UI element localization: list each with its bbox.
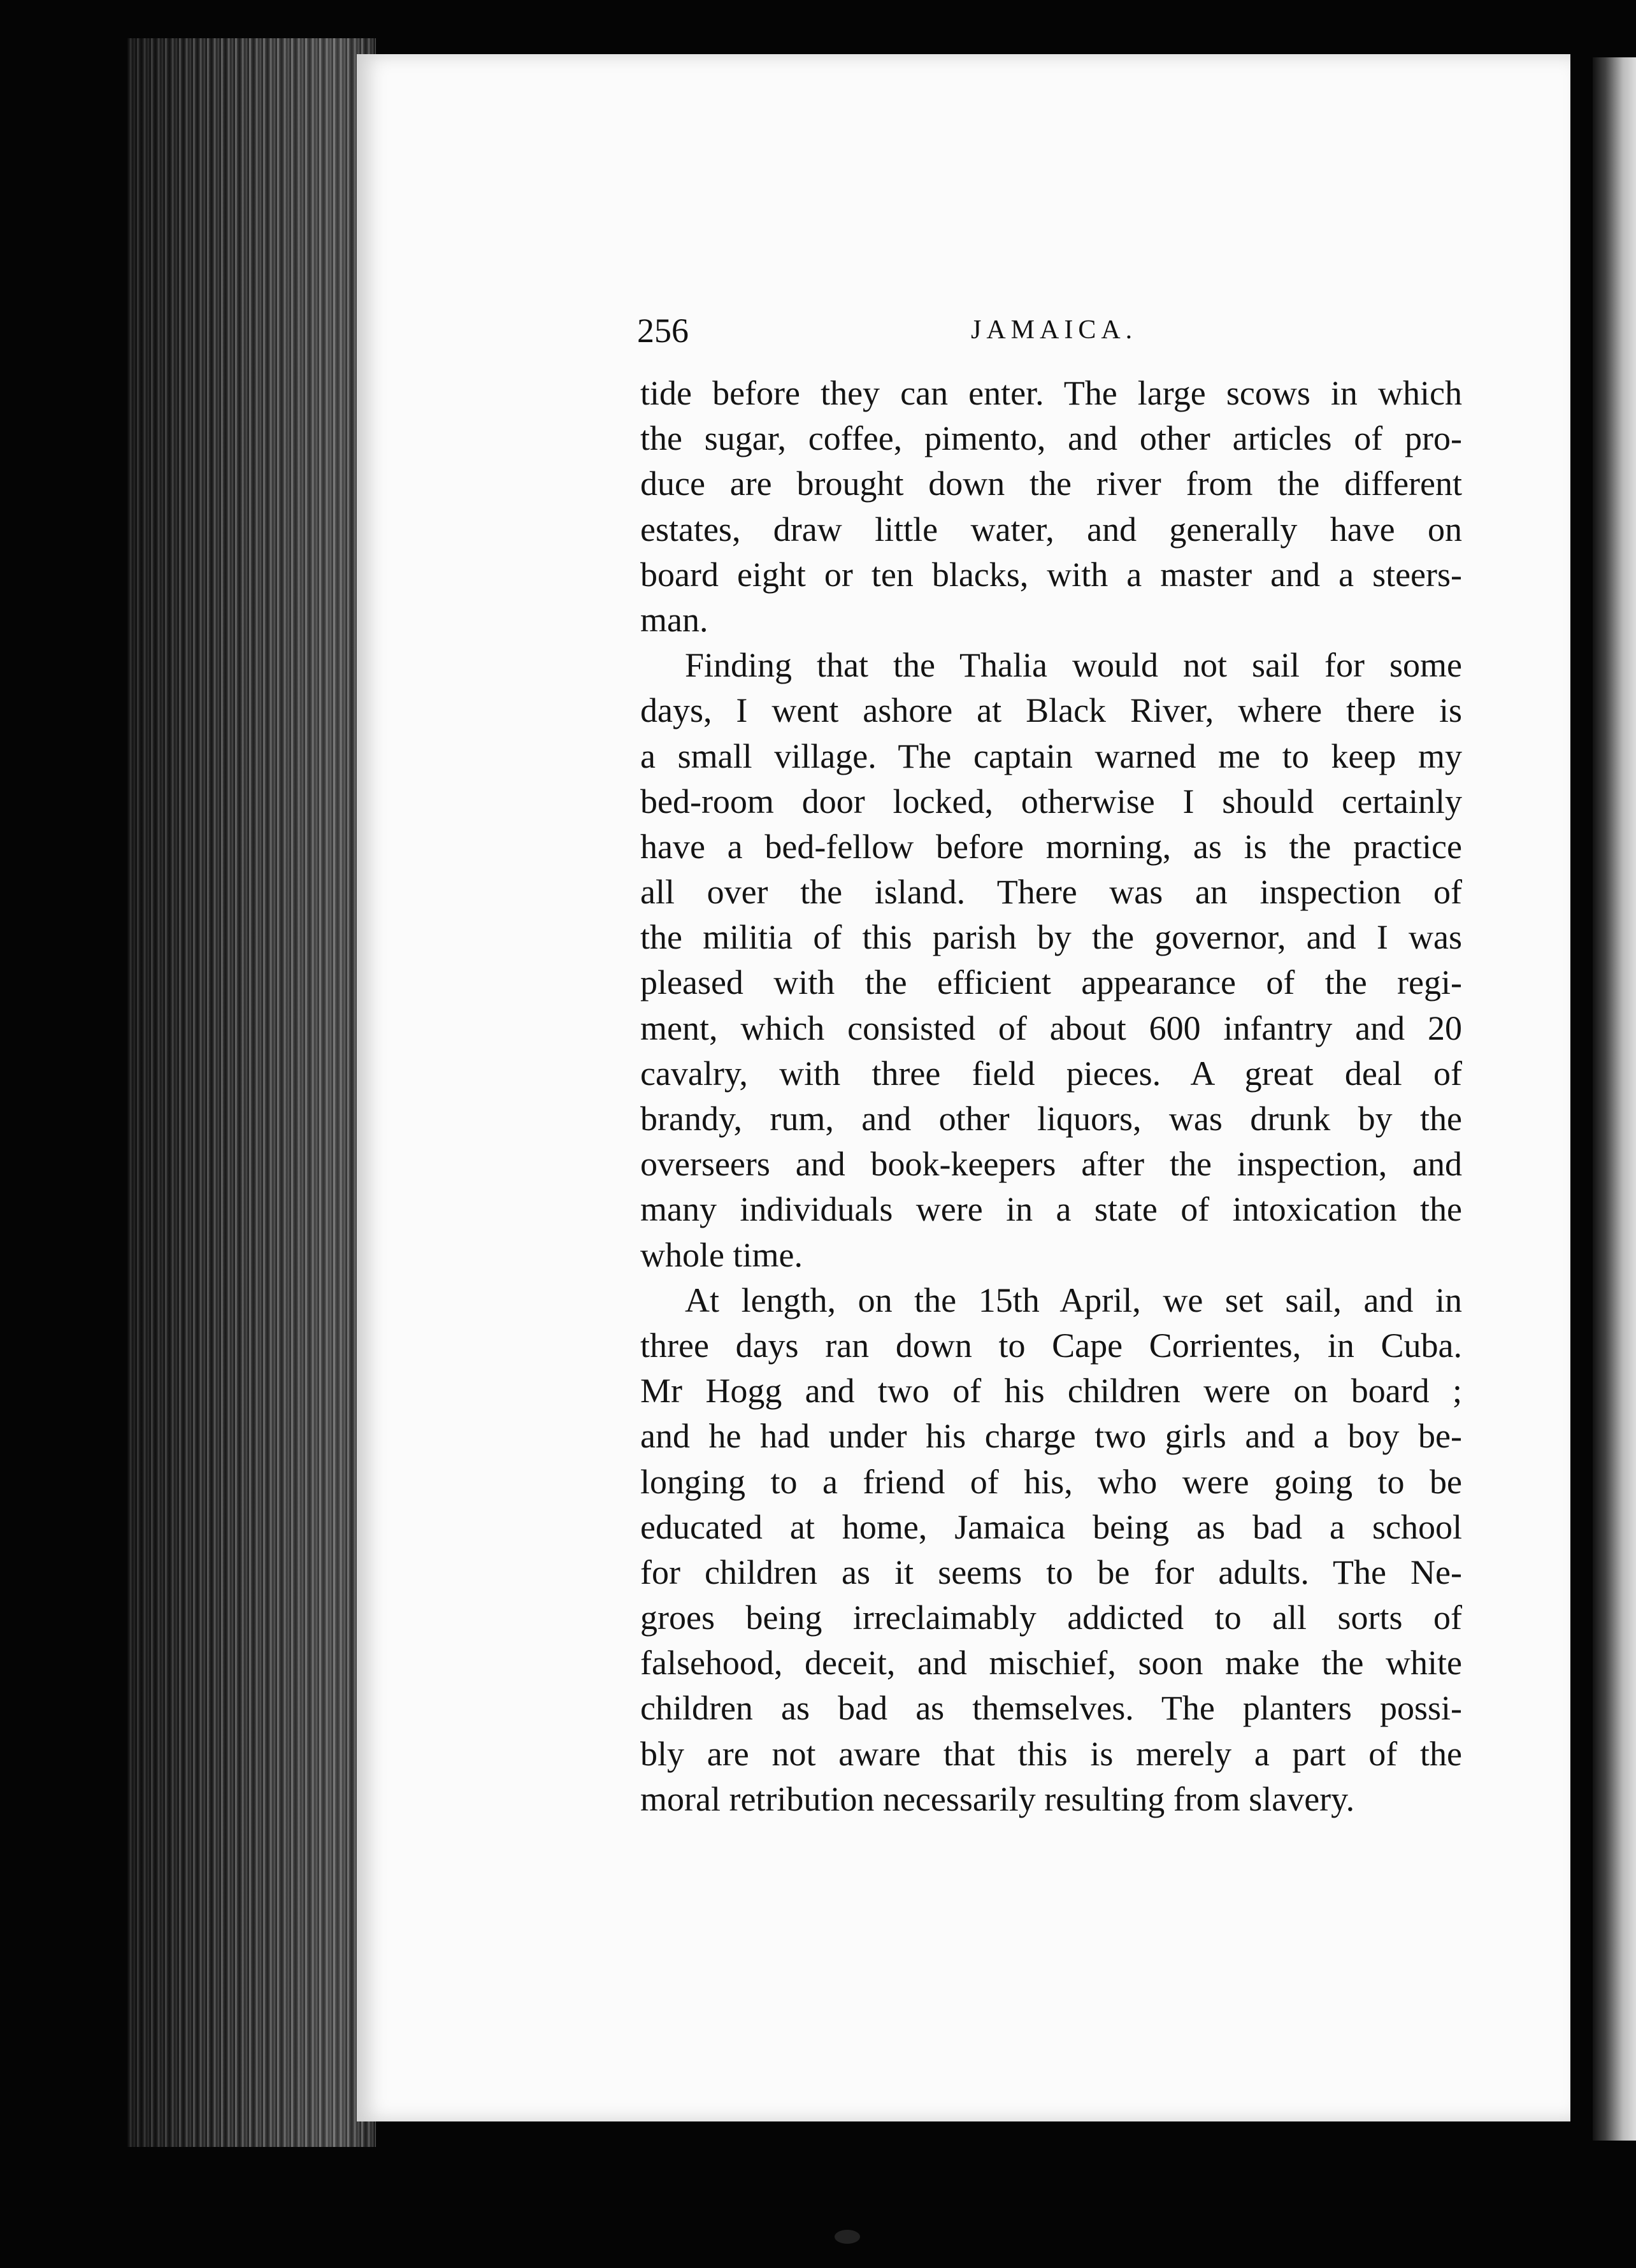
text-line: Finding that the Thalia would not sail for some [685, 646, 1462, 685]
text-line: pleased with the efficient appearance of the regi- [640, 963, 1462, 1002]
text-line: estates, draw little water, and generally have on [640, 510, 1462, 549]
text-line: brandy, rum, and other liquors, was drunk by the [640, 1100, 1462, 1138]
text-line: have a bed-fellow before morning, as is the practice [640, 827, 1462, 866]
text-line: ment, which consisted of about 600 infantry and 20 [640, 1008, 1462, 1047]
text-line: educated at home, Jamaica being as bad a school [640, 1507, 1462, 1546]
text-line: and he had under his charge two girls and a boy be- [640, 1417, 1462, 1456]
page-number: 256 [637, 312, 689, 350]
text-line: falsehood, deceit, and mischief, soon make the white [640, 1644, 1462, 1683]
text-line: all over the island. There was an inspection of [640, 873, 1462, 912]
running-head [637, 311, 1465, 355]
text-line: bly are not aware that this is merely a part of the [640, 1734, 1462, 1773]
text-line: overseers and book-keepers after the inspection, and [640, 1145, 1462, 1184]
text-line: cavalry, with three field pieces. A great deal of [640, 1054, 1462, 1093]
scan-speck [835, 2230, 860, 2244]
text-line: tide before they can enter. The large scows in which [640, 374, 1462, 412]
text-line: bed-room door locked, otherwise I should certainly [640, 782, 1462, 821]
text-line: three days ran down to Cape Corrientes, in Cuba. [640, 1326, 1462, 1365]
text-line: for children as it seems to be for adults. The Ne- [640, 1553, 1462, 1591]
text-line: Mr Hogg and two of his children were on board ; [640, 1372, 1462, 1410]
text-line: days, I went ashore at Black River, where there is [640, 691, 1462, 730]
text-line: children as bad as themselves. The planters possi- [640, 1689, 1462, 1728]
page-edges-shadow [127, 38, 376, 2147]
text-line: duce are brought down the river from the different [640, 464, 1462, 503]
text-line: At length, on the 15th April, we set sail, and in [685, 1281, 1462, 1319]
next-page-edge [1593, 57, 1636, 2141]
text-line: moral retribution necessarily resulting from slavery. [640, 1779, 1355, 1818]
text-line: man. [640, 600, 708, 639]
text-line: groes being irreclaimably addicted to all sorts of [640, 1598, 1462, 1637]
text-line: a small village. The captain warned me to keep my [640, 736, 1462, 775]
text-line: whole time. [640, 1235, 803, 1274]
text-line: many individuals were in a state of intoxication the [640, 1190, 1462, 1229]
text-line: board eight or ten blacks, with a master and a steers- [640, 555, 1462, 594]
running-title: JAMAICA. [971, 315, 1138, 345]
text-line: the sugar, coffee, pimento, and other articles of pro- [640, 419, 1462, 458]
text-line: longing to a friend of his, who were going to be [640, 1462, 1462, 1501]
page-body-text [640, 371, 1462, 1822]
text-line: the militia of this parish by the governor, and I was [640, 918, 1462, 957]
